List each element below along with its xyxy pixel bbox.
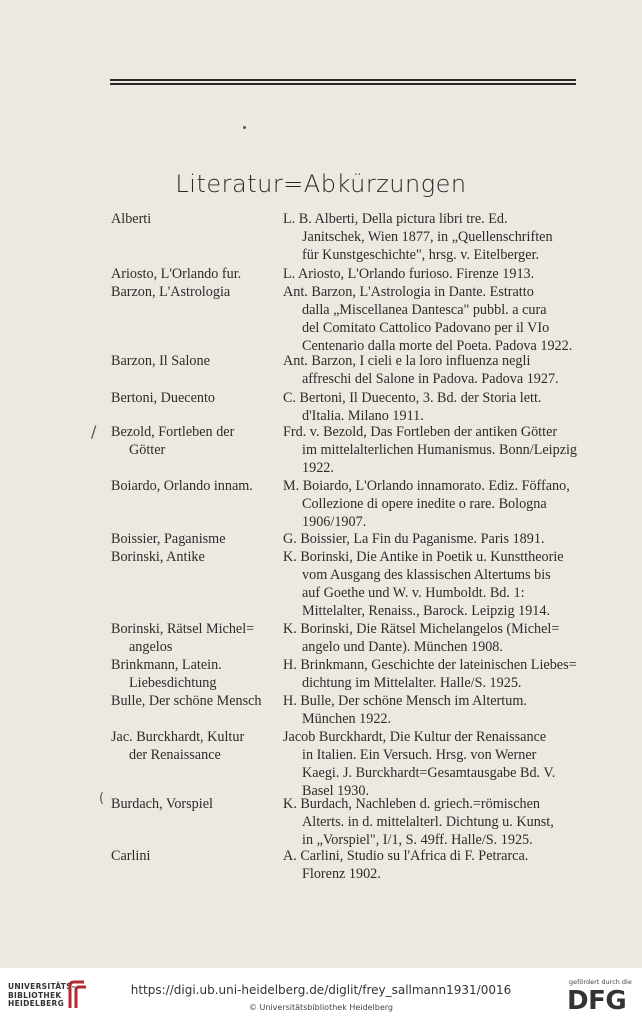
reference-line: K. Burdach, Nachleben d. griech.=römischen xyxy=(283,796,540,812)
abbreviation-key-line: Liebesdichtung xyxy=(129,675,217,691)
abbreviation-key xyxy=(111,423,271,459)
reference-line: Centenario dalla morte del Poeta. Padova 1922. xyxy=(302,338,573,355)
abbreviation-key-line: Ariosto, L'Orlando fur. xyxy=(111,266,242,282)
abbreviation-key-line: Jac. Burckhardt, Kultur xyxy=(111,729,245,745)
abbreviation-key xyxy=(111,795,271,813)
reference-line: del Comitato Cattolico Padovano per il VIo xyxy=(302,320,550,337)
reference-line: H. Bulle, Der schöne Mensch im Altertum. xyxy=(283,693,527,709)
abbreviation-key xyxy=(111,620,271,656)
footer-bar xyxy=(0,968,642,1019)
reference-line: Collezione di opere inedite o rare. Bologna xyxy=(302,496,547,513)
bibliographic-reference xyxy=(283,530,583,548)
reference-line: K. Borinski, Die Antike in Poetik u. Kunsttheorie xyxy=(283,549,564,565)
pencil-check-mark: / xyxy=(91,422,97,441)
abbreviation-key-line: Bulle, Der schöne Mensch xyxy=(111,693,262,709)
bibliographic-reference xyxy=(283,692,583,728)
abbreviation-key-line: der Renaissance xyxy=(129,747,221,763)
abbreviation-key xyxy=(111,728,271,764)
abbreviation-key xyxy=(111,530,271,548)
reference-line: dichtung im Mittelalter. Halle/S. 1925. xyxy=(302,675,522,692)
library-name: UNIVERSITÄTS- BIBLIOTHEK HEIDELBERG xyxy=(8,982,76,1009)
reference-line: Ant. Barzon, I cieli e la loro influenza negli xyxy=(283,353,531,369)
abbreviation-key xyxy=(111,656,271,692)
abbreviation-key-line: Barzon, Il Salone xyxy=(111,353,210,369)
reference-line: Kaegi. J. Burckhardt=Gesamtausgabe Bd. V. xyxy=(302,765,556,782)
funding-label: gefördert durch die xyxy=(569,978,632,986)
bibliographic-reference xyxy=(283,210,583,264)
abbreviation-key xyxy=(111,352,271,370)
bibliographic-reference xyxy=(283,656,583,692)
permalink-url[interactable]: https://digi.ub.uni-heidelberg.de/diglit/frey_sallmann1931/0016 xyxy=(130,983,512,997)
header-rule xyxy=(110,79,576,85)
abbreviation-key-line: Boiardo, Orlando innam. xyxy=(111,478,253,494)
reference-line: 1922. xyxy=(302,460,334,477)
abbreviation-key-line: Barzon, L'Astrologia xyxy=(111,284,231,300)
reference-line: in „Vorspiel", I/1, S. 49ff. Halle/S. 1925. xyxy=(302,832,533,849)
bibliographic-reference xyxy=(283,389,583,425)
reference-line: für Kunstgeschichte", hrsg. v. Eitelberger. xyxy=(302,247,540,264)
abbreviation-key-line: Carlini xyxy=(111,848,151,864)
reference-line: Ant. Barzon, L'Astrologia in Dante. Estratto xyxy=(283,284,534,300)
abbreviation-key-line: Brinkmann, Latein. xyxy=(111,657,222,673)
abbreviation-key xyxy=(111,265,271,283)
reference-line: K. Borinski, Die Rätsel Michelangelos (Michel= xyxy=(283,621,560,637)
reference-line: M. Boiardo, L'Orlando innamorato. Ediz. Föffano, xyxy=(283,478,570,494)
reference-line: auf Goethe und W. v. Humboldt. Bd. 1: xyxy=(302,585,525,602)
bibliographic-reference xyxy=(283,728,583,800)
reference-line: Alterts. in d. mittelalterl. Dichtung u. Kunst, xyxy=(302,814,554,831)
abbreviation-key-line: Bertoni, Duecento xyxy=(111,390,216,406)
bibliographic-reference xyxy=(283,847,583,883)
abbreviation-key-line: Borinski, Rätsel Michel= xyxy=(111,621,255,637)
abbreviation-key xyxy=(111,847,271,865)
reference-line: Frd. v. Bezold, Das Fortleben der antiken Götter xyxy=(283,424,558,440)
bibliographic-reference xyxy=(283,283,583,355)
reference-line: d'Italia. Milano 1911. xyxy=(302,408,424,425)
abbreviation-key-line: Burdach, Vorspiel xyxy=(111,796,213,812)
reference-line: dalla „Miscellanea Dantesca" pubbl. a cura xyxy=(302,302,547,319)
copyright-text: © Universitätsbibliothek Heidelberg xyxy=(248,1003,393,1012)
abbreviation-key-line: Alberti xyxy=(111,211,152,227)
reference-line: 1906/1907. xyxy=(302,514,367,531)
bibliographic-reference xyxy=(283,795,583,849)
abbreviation-key xyxy=(111,548,271,566)
abbreviation-key xyxy=(111,389,271,407)
speck xyxy=(243,126,246,129)
reference-line: Jacob Burckhardt, Die Kultur der Renaissance xyxy=(283,729,547,745)
reference-line: vom Ausgang des klassischen Altertums bis xyxy=(302,567,551,584)
reference-line: Janitschek, Wien 1877, in „Quellenschriften xyxy=(302,229,553,246)
reference-line: München 1922. xyxy=(302,711,392,728)
reference-line: H. Brinkmann, Geschichte der lateinischen Liebes= xyxy=(283,657,577,673)
bibliographic-reference xyxy=(283,423,583,477)
reference-line: angelo und Dante). München 1908. xyxy=(302,639,503,656)
pencil-mark: ( xyxy=(99,791,105,806)
reference-line: Florenz 1902. xyxy=(302,866,381,883)
reference-line: Mittelalter, Renaiss., Barock. Leipzig 1914. xyxy=(302,603,551,620)
abbreviation-key xyxy=(111,477,271,495)
abbreviation-key xyxy=(111,210,271,228)
bibliographic-reference xyxy=(283,548,583,620)
abbreviation-key-line: Götter xyxy=(129,442,166,458)
abbreviation-key-line: Boissier, Paganisme xyxy=(111,531,226,547)
abbreviation-key xyxy=(111,692,271,710)
abbreviation-key xyxy=(111,283,271,301)
page-title: Literatur=Abkürzungen xyxy=(175,170,467,198)
reference-line: affreschi del Salone in Padova. Padova 1927. xyxy=(302,371,559,388)
reference-line: Basel 1930. xyxy=(302,783,369,800)
bibliographic-reference xyxy=(283,477,583,531)
abbreviation-key-line: Borinski, Antike xyxy=(111,549,205,565)
reference-line: L. Ariosto, L'Orlando furioso. Firenze 1913. xyxy=(283,266,535,282)
bibliographic-reference xyxy=(283,265,583,283)
reference-line: G. Boissier, La Fin du Paganisme. Paris 1891. xyxy=(283,531,545,547)
bibliographic-reference xyxy=(283,352,583,388)
reference-line: C. Bertoni, Il Duecento, 3. Bd. der Storia lett. xyxy=(283,390,542,406)
bibliographic-reference xyxy=(283,620,583,656)
reference-line: L. B. Alberti, Della pictura libri tre. Ed. xyxy=(283,211,508,227)
abbreviation-key-line: Bezold, Fortleben der xyxy=(111,424,235,440)
reference-line: im mittelalterlichen Humanismus. Bonn/Leipzig xyxy=(302,442,578,459)
abbreviation-key-line: angelos xyxy=(129,639,173,655)
reference-line: in Italien. Ein Versuch. Hrsg. von Werner xyxy=(302,747,537,764)
reference-line: A. Carlini, Studio su l'Africa di F. Petrarca. xyxy=(283,848,529,864)
dfg-logo: DFG xyxy=(567,986,627,1016)
